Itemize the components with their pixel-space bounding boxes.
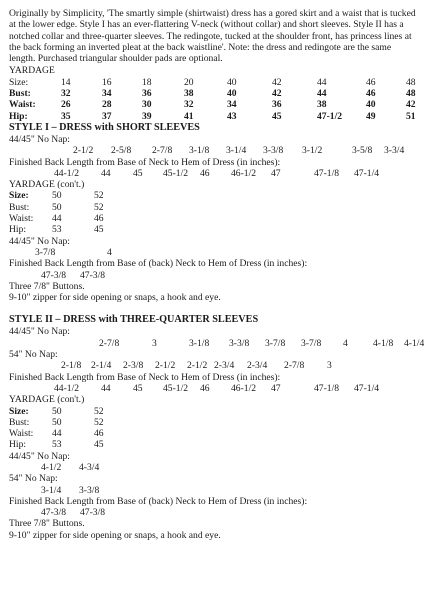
value-cell: 39 bbox=[142, 110, 152, 122]
value-cell: 30 bbox=[142, 99, 152, 111]
value-cell: 47-3/8 bbox=[80, 269, 106, 281]
section-spacer bbox=[9, 303, 419, 314]
value-cell: 3 bbox=[327, 360, 332, 372]
hip-row bbox=[9, 111, 419, 122]
value-cell: 2-3/8 bbox=[123, 360, 144, 372]
value-cell: 46-1/2 bbox=[231, 382, 257, 394]
style2-no-nap-label: 44/45" No Nap: bbox=[9, 326, 70, 338]
style2-zipper: 9-10" zipper for side opening or snaps, a hook and eye. bbox=[9, 529, 221, 541]
style2-cont-no-nap-values bbox=[9, 462, 419, 473]
value-cell: 32 bbox=[61, 88, 71, 100]
value-cell: 37 bbox=[102, 110, 112, 122]
value-cell: 2-1/4 bbox=[91, 360, 112, 372]
value-cell: 45-1/2 bbox=[163, 382, 189, 394]
value-cell: 35 bbox=[61, 110, 71, 122]
value-cell: 46 bbox=[200, 382, 210, 394]
value-cell: 50 bbox=[52, 405, 62, 417]
value-cell: 47-1/2 bbox=[317, 110, 343, 122]
row-label: Waist: bbox=[9, 213, 34, 225]
value-cell: 53 bbox=[52, 224, 62, 236]
style2-nap54-label: 54" No Nap: bbox=[9, 349, 58, 361]
value-cell: 48 bbox=[406, 88, 416, 100]
value-cell: 50 bbox=[52, 416, 62, 428]
waist-row bbox=[9, 99, 419, 110]
yardage-label: YARDAGE bbox=[9, 65, 55, 77]
value-cell: 4 bbox=[343, 337, 348, 349]
value-cell: 46 bbox=[200, 167, 210, 179]
value-cell: 45-1/2 bbox=[163, 167, 189, 179]
value-cell: 40 bbox=[366, 99, 376, 111]
value-cell: 3-3/8 bbox=[229, 337, 250, 349]
size-row bbox=[9, 77, 419, 88]
value-cell: 44 bbox=[52, 428, 62, 440]
style1-cont-no-nap-values bbox=[9, 247, 419, 258]
value-cell: 2-1/2 bbox=[187, 360, 208, 372]
style2-cont-size bbox=[9, 406, 419, 417]
value-cell: 3-3/8 bbox=[263, 145, 284, 157]
value-cell: 45 bbox=[272, 110, 282, 122]
style2-length-values bbox=[9, 383, 419, 394]
value-cell: 2-7/8 bbox=[152, 145, 173, 157]
value-cell: 2-1/2 bbox=[155, 360, 176, 372]
value-cell: 45 bbox=[94, 224, 104, 236]
style1-cont-waist bbox=[9, 213, 419, 224]
value-cell: 44 bbox=[52, 213, 62, 225]
row-label: Hip: bbox=[9, 224, 27, 236]
value-cell: 47-3/8 bbox=[41, 507, 67, 519]
row-label: Size: bbox=[9, 405, 29, 417]
value-cell: 2-7/8 bbox=[99, 337, 120, 349]
value-cell: 34 bbox=[102, 88, 112, 100]
row-label: Bust: bbox=[9, 88, 31, 100]
value-cell: 42 bbox=[272, 88, 282, 100]
value-cell: 2-5/8 bbox=[111, 145, 132, 157]
value-cell: 47-1/4 bbox=[354, 167, 380, 179]
style2-cont-waist bbox=[9, 428, 419, 439]
value-cell: 45 bbox=[133, 167, 143, 179]
value-cell: 47 bbox=[271, 382, 281, 394]
value-cell: 3-1/8 bbox=[189, 145, 210, 157]
value-cell: 46-1/2 bbox=[231, 167, 257, 179]
value-cell: 43 bbox=[227, 110, 237, 122]
value-cell: 52 bbox=[94, 190, 104, 202]
pattern-document bbox=[9, 8, 424, 541]
value-cell: 48 bbox=[406, 76, 416, 88]
value-cell: 44 bbox=[317, 88, 327, 100]
intro-paragraph: Originally by Simplicity, 'The smartly simple (shirtwaist) dress has a gored skirt and a waist that is tucked at the lower edge. Style I has an ever-flattering V-neck (without collar) and short sleeves. Style II has a notched collar and three-quarter sleeves. The redingote, tucked at the shoulder front, has princess lines at the back forming an inverted pleat at the back waistline'. Note: the dress and redingote are the same length. Purchased triangular shoulder pads are optional. bbox=[9, 8, 416, 65]
row-label: Hip: bbox=[9, 110, 28, 122]
value-cell: 44 bbox=[101, 167, 111, 179]
value-cell: 41 bbox=[184, 110, 194, 122]
value-cell: 28 bbox=[102, 99, 112, 111]
style1-cont-hip bbox=[9, 224, 419, 235]
value-cell: 4-3/4 bbox=[79, 461, 100, 473]
value-cell: 4 bbox=[107, 246, 112, 258]
value-cell: 18 bbox=[142, 76, 152, 88]
value-cell: 45 bbox=[133, 382, 143, 394]
value-cell: 47-1/8 bbox=[314, 167, 340, 179]
value-cell: 3-1/8 bbox=[189, 337, 210, 349]
value-cell: 3-7/8 bbox=[35, 246, 56, 258]
style2-no-nap-values bbox=[9, 337, 424, 349]
value-cell: 47-3/8 bbox=[80, 507, 106, 519]
style2-cont-length-values bbox=[9, 507, 419, 518]
row-label: Bust: bbox=[9, 201, 30, 213]
value-cell: 46 bbox=[366, 76, 376, 88]
value-cell: 44-1/2 bbox=[54, 382, 80, 394]
row-label: Size: bbox=[9, 76, 29, 88]
style2-yardage-cont: YARDAGE (con't.) bbox=[9, 394, 85, 406]
value-cell: 3-1/4 bbox=[226, 145, 247, 157]
style2-cont-hip bbox=[9, 439, 419, 450]
value-cell: 46 bbox=[94, 213, 104, 225]
value-cell: 4-1/4 bbox=[404, 337, 424, 349]
style1-no-nap-values bbox=[9, 145, 419, 156]
style1-zipper: 9-10" zipper for side opening or snaps, a hook and eye. bbox=[9, 292, 221, 304]
style1-cont-length-label: Finished Back Length from Base of (back) Neck to Hem of Dress (in inches): bbox=[9, 258, 308, 270]
value-cell: 46 bbox=[366, 88, 376, 100]
row-label: Bust: bbox=[9, 416, 30, 428]
value-cell: 3-3/8 bbox=[79, 484, 100, 496]
value-cell: 3 bbox=[152, 337, 157, 349]
value-cell: 47-3/8 bbox=[41, 269, 67, 281]
style2-buttons: Three 7/8" Buttons. bbox=[9, 518, 85, 530]
row-label: Size: bbox=[9, 190, 29, 202]
value-cell: 38 bbox=[317, 99, 327, 111]
value-cell: 38 bbox=[184, 88, 194, 100]
value-cell: 16 bbox=[102, 76, 112, 88]
value-cell: 46 bbox=[94, 428, 104, 440]
value-cell: 42 bbox=[406, 99, 416, 111]
style1-length-label: Finished Back Length from Base of Neck to Hem of Dress (in inches): bbox=[9, 156, 281, 168]
style2-length-label: Finished Back Length from Base of Neck to Hem of Dress (in inches): bbox=[9, 371, 281, 383]
value-cell: 3-7/8 bbox=[301, 337, 322, 349]
value-cell: 2-1/2 bbox=[73, 145, 94, 157]
style1-cont-size bbox=[9, 190, 419, 201]
value-cell: 26 bbox=[61, 99, 71, 111]
value-cell: 32 bbox=[184, 99, 194, 111]
value-cell: 44 bbox=[101, 382, 111, 394]
style2-cont-bust bbox=[9, 417, 419, 428]
value-cell: 3-7/8 bbox=[265, 337, 286, 349]
value-cell: 36 bbox=[142, 88, 152, 100]
value-cell: 47-1/4 bbox=[354, 382, 380, 394]
style2-heading: STYLE II – DRESS with THREE-QUARTER SLEEVES bbox=[9, 314, 259, 326]
style1-cont-bust bbox=[9, 202, 419, 213]
value-cell: 3-1/4 bbox=[41, 484, 62, 496]
value-cell: 42 bbox=[272, 76, 282, 88]
style1-no-nap-label: 44/45" No Nap: bbox=[9, 133, 70, 145]
value-cell: 51 bbox=[406, 110, 416, 122]
style2-cont-length-label: Finished Back Length from Base of (back) Neck to Hem of Dress (in inches): bbox=[9, 495, 308, 507]
value-cell: 53 bbox=[52, 439, 62, 451]
row-label: Waist: bbox=[9, 99, 36, 111]
style1-heading: STYLE I – DRESS with SHORT SLEEVES bbox=[9, 121, 200, 133]
value-cell: 50 bbox=[52, 201, 62, 213]
value-cell: 47-1/8 bbox=[314, 382, 340, 394]
value-cell: 49 bbox=[366, 110, 376, 122]
value-cell: 52 bbox=[94, 416, 104, 428]
value-cell: 40 bbox=[227, 76, 237, 88]
style1-cont-length-values bbox=[9, 270, 419, 281]
value-cell: 52 bbox=[94, 405, 104, 417]
value-cell: 4-1/8 bbox=[373, 337, 394, 349]
value-cell: 44-1/2 bbox=[54, 167, 80, 179]
style2-cont-no-nap-label: 44/45" No Nap: bbox=[9, 450, 70, 462]
style1-yardage-cont: YARDAGE (con't.) bbox=[9, 179, 85, 191]
value-cell: 2-3/4 bbox=[247, 360, 268, 372]
value-cell: 4-1/2 bbox=[41, 461, 62, 473]
value-cell: 34 bbox=[227, 99, 237, 111]
style1-buttons: Three 7/8" Buttons. bbox=[9, 280, 85, 292]
value-cell: 52 bbox=[94, 201, 104, 213]
style1-length-values bbox=[9, 168, 419, 179]
value-cell: 3-5/8 bbox=[352, 145, 373, 157]
style1-cont-no-nap-label: 44/45" No Nap: bbox=[9, 235, 70, 247]
size-table bbox=[9, 77, 419, 122]
row-label: Waist: bbox=[9, 428, 34, 440]
style2-cont-nap54-label: 54" No Nap: bbox=[9, 473, 58, 485]
style2-nap54-values bbox=[9, 360, 419, 371]
value-cell: 45 bbox=[94, 439, 104, 451]
value-cell: 47 bbox=[271, 167, 281, 179]
value-cell: 50 bbox=[52, 190, 62, 202]
value-cell: 14 bbox=[61, 76, 71, 88]
value-cell: 3-3/4 bbox=[384, 145, 405, 157]
value-cell: 2-7/8 bbox=[284, 360, 305, 372]
value-cell: 20 bbox=[184, 76, 194, 88]
value-cell: 36 bbox=[272, 99, 282, 111]
row-label: Hip: bbox=[9, 439, 27, 451]
value-cell: 40 bbox=[227, 88, 237, 100]
value-cell: 44 bbox=[317, 76, 327, 88]
value-cell: 3-1/2 bbox=[302, 145, 323, 157]
value-cell: 2-1/8 bbox=[61, 360, 82, 372]
bust-row bbox=[9, 88, 419, 99]
value-cell: 2-3/4 bbox=[214, 360, 235, 372]
style2-cont-nap54-values bbox=[9, 485, 419, 496]
